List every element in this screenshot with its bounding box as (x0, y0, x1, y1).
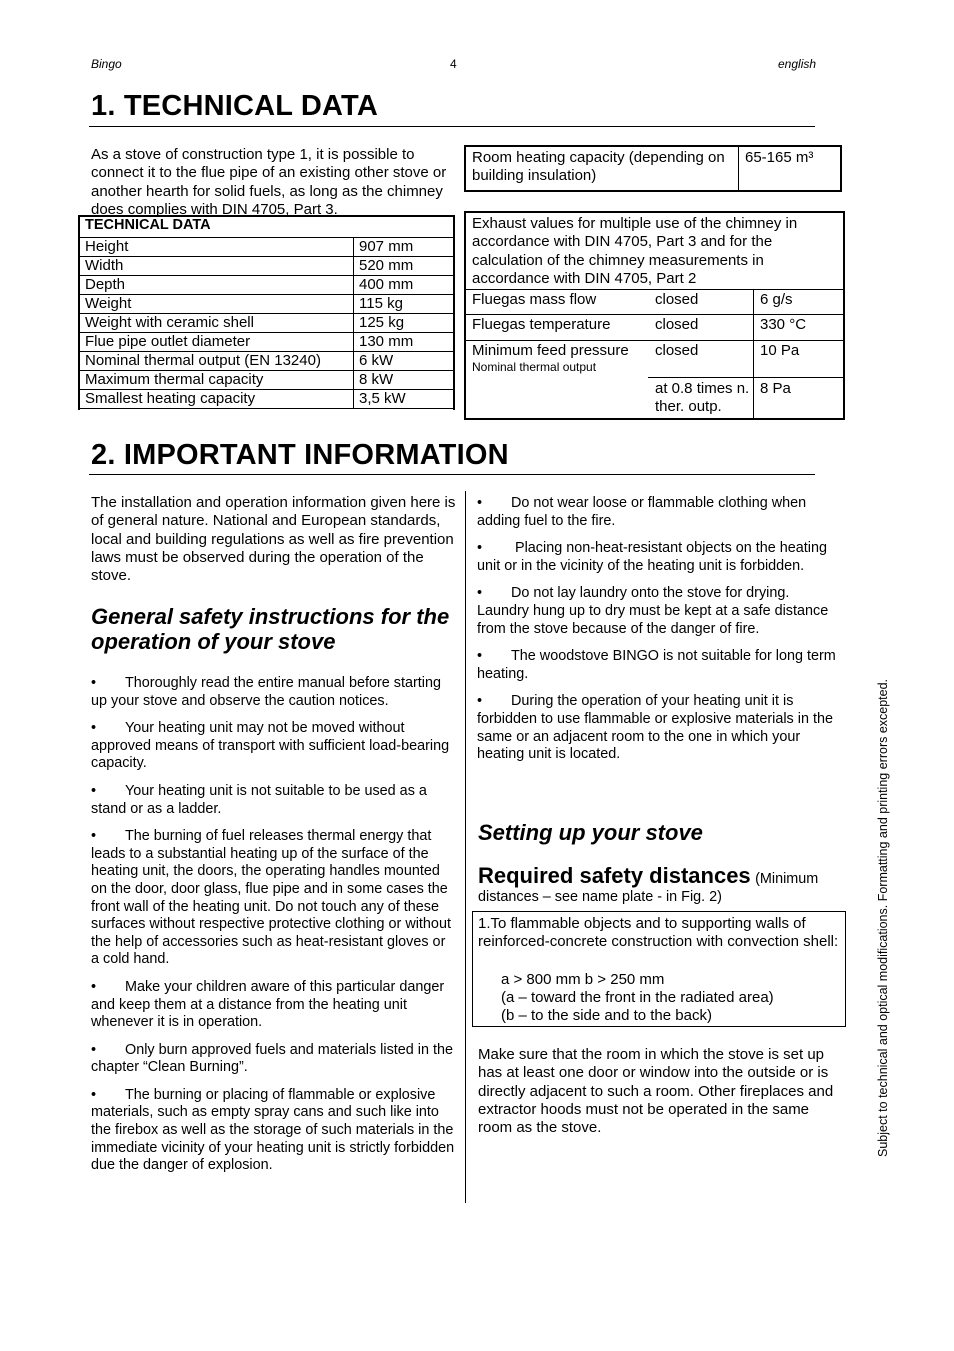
exhaust-row-state: closed (655, 291, 699, 308)
side-note: Subject to technical and optical modifications. Formatting and printing errors excepted. (876, 678, 890, 1157)
bullet-text: Make your children aware of this particular danger and keep them at a distance from the heating unit whenever it is in operation. (91, 978, 445, 1031)
distances-box-line3: (a – toward the front in the radiated area) (501, 989, 774, 1006)
row-value: 130 mm (354, 333, 454, 352)
technical-data-table (78, 215, 455, 410)
bullet-text: Only burn approved fuels and materials listed in the chapter “Clean Burning”. (91, 1041, 453, 1076)
distances-box-line2: a > 800 mm b > 250 mm (501, 971, 665, 988)
row-value: 3,5 kW (354, 390, 454, 409)
bullet-item (91, 720, 457, 773)
exhaust-row-value: 6 g/s (760, 291, 793, 308)
row-label: Maximum thermal capacity (80, 371, 354, 390)
bullet-icon: • (91, 782, 97, 799)
feed-pressure-value: 10 Pa (760, 342, 800, 359)
column-divider (465, 491, 466, 1203)
bullet-icon: • (91, 675, 97, 691)
bullet-item (477, 648, 843, 683)
bullet-icon: • (477, 648, 483, 665)
header-right: english (778, 57, 817, 71)
distances-heading: Required safety distances (478, 863, 751, 888)
section1-intro: As a stove of construction type 1, it is possible to connect it to the flue pipe of an existing other stove or another hearth for solid fuels, as long as the chimney does complies with DIN 4705, Part 3. (91, 146, 447, 218)
exhaust-header: Exhaust values for multiple use of the chimney in accordance with DIN 4705, Part 3 and for the calculation of the chimney measurements in accordance with DIN 4705, Part 2 (472, 215, 798, 287)
distances-box-line1: 1.To flammable objects and to supporting walls of reinforced-concrete construction with convection shell: (478, 915, 839, 951)
safety-list-right (477, 495, 843, 774)
bullet-text: During the operation of your heating unit it is forbidden to use flammable or explosive materials in the same or an adjacent room to the one in which your heating unit is located. (477, 693, 833, 763)
safety-list-left (91, 675, 457, 1185)
bullet-icon: • (91, 720, 97, 737)
bullet-text: The woodstove BINGO is not suitable for long term heating. (477, 648, 836, 682)
bullet-icon: • (477, 585, 483, 602)
row-label: Smallest heating capacity (80, 390, 354, 409)
row-label: Nominal thermal output (EN 13240) (80, 352, 354, 371)
bullet-icon: • (91, 1041, 97, 1058)
row-value: 520 mm (354, 257, 454, 276)
table-row (80, 295, 453, 314)
section1-title: 1. TECHNICAL DATA (91, 90, 378, 122)
row-label: Weight (80, 295, 354, 314)
bullet-item (477, 495, 843, 530)
bullet-item (477, 585, 843, 638)
bullet-item (477, 693, 843, 763)
distances-heading-block (478, 863, 846, 906)
table-row (80, 257, 453, 276)
bullet-item (477, 540, 843, 575)
feed-pressure-2-state: at 0.8 times n. ther. outp. (655, 380, 750, 416)
page-number: 4 (450, 57, 457, 71)
exhaust-row-value: 330 °C (760, 316, 807, 333)
room-heating-table (464, 145, 842, 192)
exhaust-row-state: closed (655, 316, 699, 333)
distances-box (472, 911, 846, 1027)
bullet-item (91, 1087, 457, 1175)
bullet-text: Do not wear loose or flammable clothing when adding fuel to the fire. (477, 495, 807, 529)
table-row (80, 390, 453, 409)
table-row (80, 238, 453, 257)
row-value: 115 kg (354, 295, 454, 314)
section2-title: 2. IMPORTANT INFORMATION (91, 439, 509, 471)
row-label: Height (80, 238, 354, 257)
row-label: Width (80, 257, 354, 276)
feed-pressure-state: closed (655, 342, 699, 359)
bullet-item (91, 675, 457, 710)
bullet-text: Thoroughly read the entire manual before starting up your stove and observe the caution notices. (91, 675, 441, 709)
bullet-item (91, 979, 457, 1032)
section1-rule (89, 126, 815, 127)
section2-intro: The installation and operation information given here is of general nature. National and European standards, local and building regulations as well as fire prevention laws must be observed during the operation of the stove. (91, 494, 456, 585)
bullet-icon: • (91, 978, 97, 995)
row-label: Flue pipe outlet diameter (80, 333, 354, 352)
bullet-icon: • (477, 693, 483, 710)
bullet-item (91, 783, 457, 818)
exhaust-row-label: Fluegas mass flow (472, 291, 597, 308)
bullet-icon: • (91, 1086, 97, 1103)
bullet-text: Your heating unit is not suitable to be used as a stand or as a ladder. (91, 782, 427, 817)
row-value: 8 kW (354, 371, 454, 390)
exhaust-table (464, 211, 845, 420)
bullet-icon: • (477, 540, 483, 557)
setup-heading: Setting up your stove (478, 820, 703, 845)
room-heating-value: 65-165 m³ (745, 149, 814, 166)
bullet-item (91, 828, 457, 969)
safety-heading: General safety instructions for the operation of your stove (91, 604, 450, 654)
bullet-text: Your heating unit may not be moved without approved means of transport with sufficient load-bearing capacity. (91, 720, 450, 772)
bullet-text: Placing non-heat-resistant objects on the heating unit or in the vicinity of the heating unit is forbidden. (477, 540, 827, 574)
feed-pressure-sub: Nominal thermal output (472, 360, 597, 374)
table-header: TECHNICAL DATA (80, 217, 453, 238)
header-left: Bingo (91, 57, 122, 71)
bullet-text: Do not lay laundry onto the stove for drying. Laundry hung up to dry must be kept at a safe distance from the stove because of the danger of fire. (477, 585, 829, 637)
row-value: 400 mm (354, 276, 454, 295)
bullet-text: The burning of fuel releases thermal energy that leads to a substantial heating up of the surface of the heating unit, the doors, the operating handles mounted on the door, door glass, flue pipe and in some cases the front wall of the heating unit. Do not touch any of these surfaces without respective protective clothing or without the help of accessories such as heat-resistant gloves or a cold hand. (91, 828, 451, 968)
table-row (80, 276, 453, 295)
table-row (80, 314, 453, 333)
bullet-icon: • (477, 495, 483, 511)
table-row (80, 333, 453, 352)
row-value: 907 mm (354, 238, 454, 257)
bullet-icon: • (91, 828, 97, 845)
feed-pressure-label: Minimum feed pressure (472, 342, 629, 359)
distances-box-line4: (b – to the side and to the back) (501, 1007, 712, 1024)
distances-note: (Minimum distances – see name plate - in Fig. 2) (478, 871, 819, 905)
row-value: 6 kW (354, 352, 454, 371)
row-label: Weight with ceramic shell (80, 314, 354, 333)
row-label: Depth (80, 276, 354, 295)
table-row (80, 371, 453, 390)
row-value: 125 kg (354, 314, 454, 333)
section2-rule (89, 474, 815, 475)
exhaust-row-label: Fluegas temperature (472, 316, 611, 333)
closing-paragraph: Make sure that the room in which the stove is set up has at least one door or window into the outside or is directly adjacent to such a room. Other fireplaces and extractor hoods must not be operated in the same room as the stove. (478, 1046, 834, 1137)
bullet-text: The burning or placing of flammable or explosive materials, such as empty spray cans and such like into the firebox as well as the storage of such materials in the immediate vicinity of your heating unit is strictly forbidden due the danger of explosion. (91, 1086, 455, 1174)
table-row (80, 352, 453, 371)
bullet-item (91, 1042, 457, 1077)
feed-pressure-2-value: 8 Pa (760, 380, 791, 397)
room-heating-label: Room heating capacity (depending on building insulation) (472, 149, 725, 184)
